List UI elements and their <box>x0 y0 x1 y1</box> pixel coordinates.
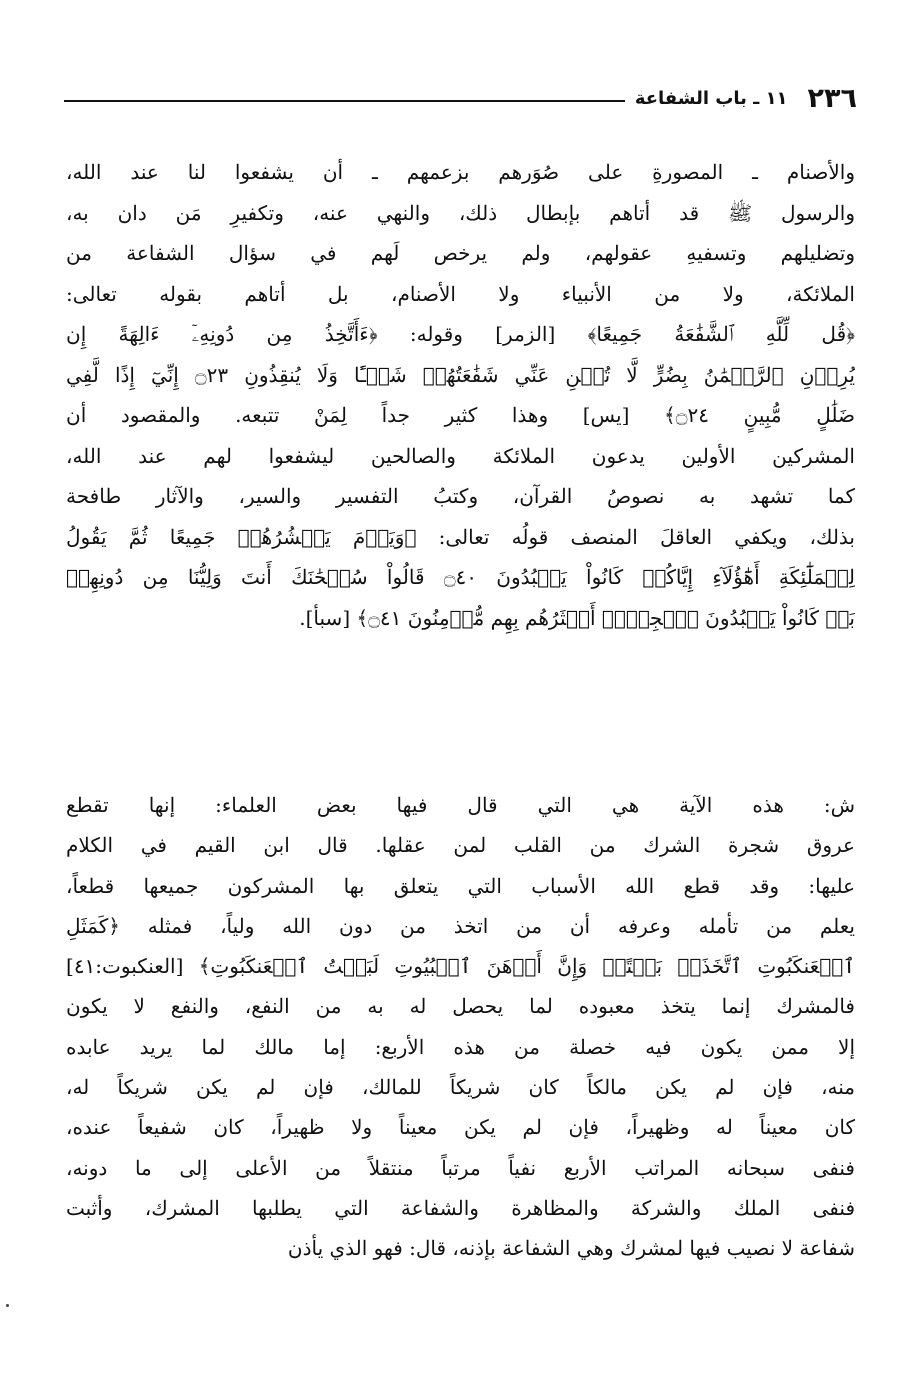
commentary-line: فنفى سبحانه المراتب الأربع نفياً مرتباً منتقلاً من الأعلى إلى ما دونه، <box>66 1155 855 1180</box>
main-text-line: الملائكة، ولا من الأنبياء ولا الأصنام، بل أتاهم بقوله تعالى: <box>66 281 855 306</box>
commentary-line: فنفى الملك والشركة والمظاهرة والشفاعة التي يطلبها المشرك، وأثبت <box>66 1195 855 1220</box>
main-text-line: وتضليلهم وتسفيهِ عقولهم، ولم يرخص لَهم في سؤال الشفاعة من <box>66 241 855 265</box>
chapter-title: ١١ ـ باب الشفاعة <box>634 87 788 109</box>
quran-verse-line: ٱلۡعَنكَبُوتِ ٱتَّخَذَتۡ بَيۡتًاۖ وَإِنَّ أَوۡهَنَ ٱلۡبُيُوتِ لَبَيۡتُ ٱلۡعَنكَبُوتِ﴾ [العنكبوت:٤١] <box>66 954 855 979</box>
commentary-line: كان معيناً له وظهيراً، فإن لم يكن معيناً ولا ظهيراً، كان شفيعاً عنده، <box>66 1115 855 1140</box>
main-text-block <box>66 152 855 638</box>
commentary-line: منه، فإن لم يكن مالكاً كان شريكاً للمالك، فإن لم يكن شريكاً له، <box>66 1075 855 1100</box>
main-text-line: كما تشهد به نصوصُ القرآن، وكتبُ التفسير والسير، والآثار طافحة <box>66 484 855 508</box>
main-text-line: ضَلَٰلٍ مُّبِينٍ ۝٢٤﴾ [يس] وهذا كثير جداً لِمَنْ تتبعه. والمقصود أن <box>66 403 855 427</box>
quran-verse-line: ﴿قُل لِّلَّهِ ٱلشَّفَٰعَةُ جَمِيعًا﴾ [الزمر] وقوله: ﴿ءَأَتَّخِذُ مِن دُونِهِۦٓ ءَالِهَةً إِن <box>66 322 855 346</box>
page-number: ٢٣٦ <box>807 82 857 114</box>
main-text-line: والرسول ﷺ قد أتاهم بإبطال ذلك، والنهي عنه، وتكفيرِ مَن دان به، <box>66 200 855 225</box>
commentary-line: يعلم من تأمله وعرفه أن من اتخذ من دون الله ولياً، فمثله ﴿كَمَثَلِ <box>66 913 855 938</box>
quran-verse-line: لِلۡمَلَٰٓئِكَةِ أَهَٰٓؤُلَآءِ إِيَّاكُمۡ كَانُواْ يَعۡبُدُونَ ۝٤٠ قَالُواْ سُبۡحَٰنَكَ أَنتَ وَلِيُّنَا مِن دُونِهِمۖ <box>66 565 855 589</box>
commentary-line: فالمشرك إنما يتخذ معبوده لما يحصل له به من النفع، والنفع لا يكون <box>66 994 855 1019</box>
header-rule <box>64 100 625 102</box>
commentary-line: عروق شجرة الشرك من القلب لمن عقلها. قال ابن القيم في الكلام <box>66 833 855 858</box>
commentary-line: ش: هذه الآية هي التي قال فيها بعض العلماء: إنها تقطع <box>66 793 855 817</box>
main-text-line: والأصنام ـ المصورةِ على صُوَرهم بزعمهم ـ أن يشفعوا لنا عند الله، <box>66 160 855 184</box>
main-text-line: المشركين الأولين يدعون الملائكة والصالحين ليشفعوا لهم عند الله، <box>66 443 855 468</box>
commentary-line: عليها: وقد قطع الله الأسباب التي يتعلق بها المشركون جميعها قطعاً، <box>66 873 855 898</box>
quran-verse-line: بَلۡ كَانُواْ يَعۡبُدُونَ ٱلۡجِنَّۖ أَكۡثَرُهُم بِهِم مُّؤۡمِنُونَ ۝٤١﴾ [سبأ]. <box>299 605 855 630</box>
scan-speck <box>6 1304 9 1307</box>
quran-verse-line: يُرِدۡنِ ٱلرَّحۡمَٰنُ بِضُرٍّ لَّا تُغۡنِ عَنِّي شَفَٰعَتُهُمۡ شَيۡـًٔا وَلَا يُنقِذُونِ ۝٢٣ إِنِّيٓ إِذًا لَّفِي <box>66 362 855 387</box>
commentary-text-block <box>66 785 855 1269</box>
main-text-line: بذلك، ويكفي العاقلَ المنصف قولُه تعالى: ﴿وَيَوۡمَ يَحۡشُرُهُمۡ جَمِيعًا ثُمَّ يَقُولُ <box>66 524 855 549</box>
commentary-line: إلا ممن يكون فيه خصلة من هذه الأربع: إما مالك لما يريد عابده <box>66 1034 855 1059</box>
page-header <box>64 78 857 118</box>
commentary-line: شفاعة لا نصيب فيها لمشرك وهي الشفاعة بإذنه، قال: فهو الذي يأذن <box>287 1236 855 1261</box>
